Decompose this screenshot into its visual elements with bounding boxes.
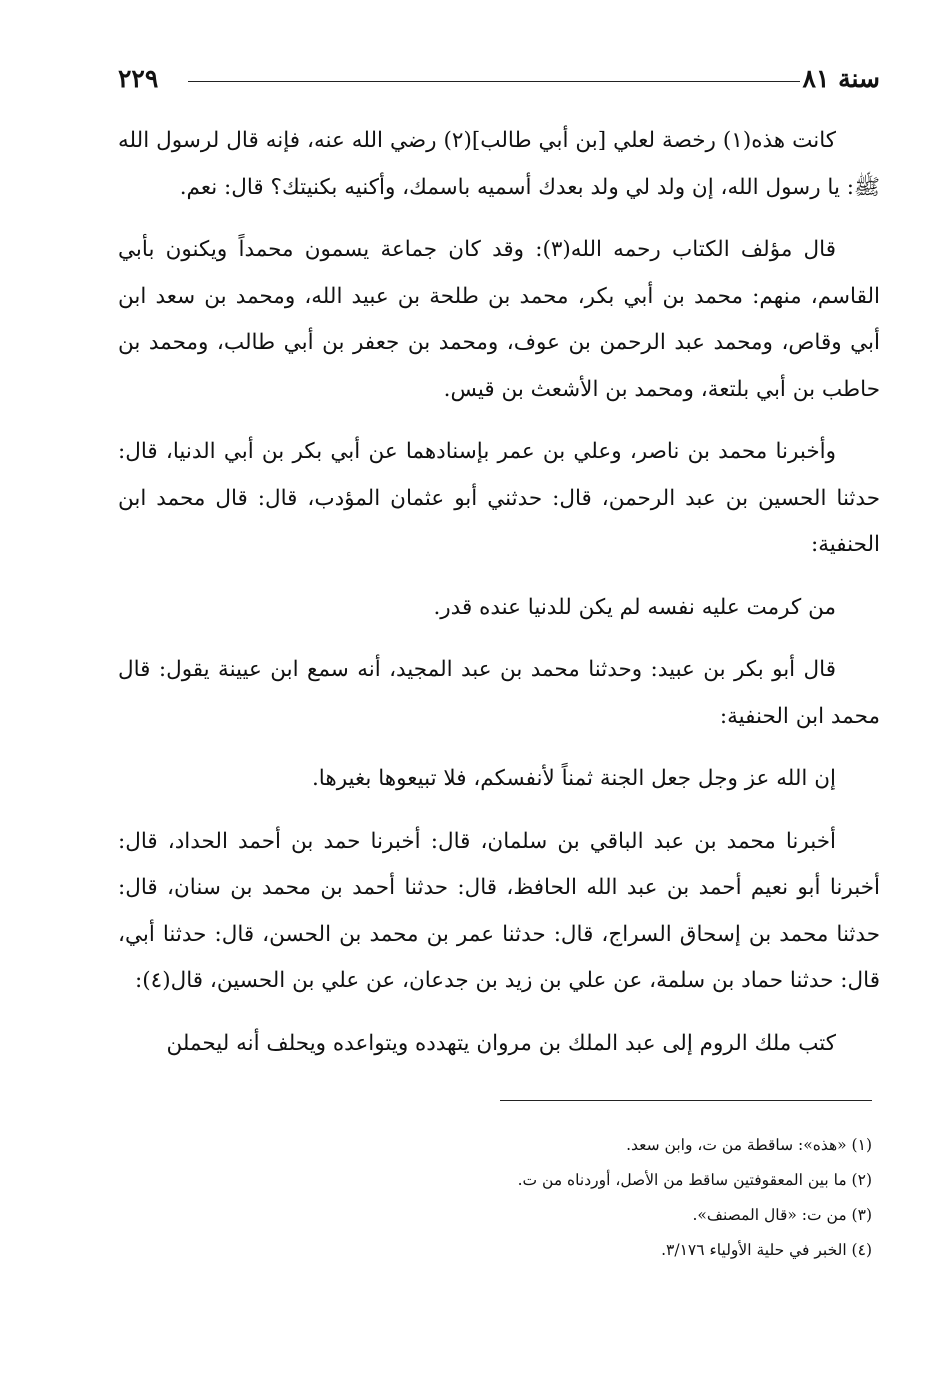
running-title: سنة ٨١ [802,64,880,93]
footnote-2: (٢) ما بين المعقوفتين ساقط من الأصل، أوردناه من ت. [517,1171,872,1189]
paragraph-2: قال مؤلف الكتاب رحمه الله(٣): وقد كان جماعة يسمون محمداً ويكنون بأبي القاسم، منهم: محمد بن أبي بكر، محمد بن طلحة بن عبيد الله، ومحمد بن سعد ابن أبي وقاص، ومحمد عبد الرحمن بن عوف، ومحمد بن جعفر بن أبي طالب، ومحمد بن حاطب بن أبي بلتعة، ومحمد بن الأشعث بن قيس. [118,237,880,402]
main-text [118,118,880,1083]
header-rule [188,81,800,82]
footnote-4: (٤) الخبر في حلية الأولياء ٣/١٧٦. [661,1241,872,1259]
paragraph-5: أخبرنا محمد بن عبد الباقي بن سلمان، قال: أخبرنا حمد بن أحمد الحداد، قال: أخبرنا أبو نعيم أحمد بن عبد الله الحافظ، قال: حدثنا أحمد بن محمد بن سنان، قال: حدثنا محمد بن إسحاق السراج، قال: حدثنا عمر بن محمد بن الحسن، قال: حدثنا أبي، قال: حدثنا حماد بن سلمة، عن علي بن زيد بن جدعان، عن علي بن الحسين، قال(٤): [118,828,880,993]
footnote-1: (١) «هذه»: ساقطة من ت، وابن سعد. [626,1136,872,1154]
footnote-3: (٣) من ت: «قال المصنف». [692,1206,872,1224]
paragraph-6: كتب ملك الروم إلى عبد الملك بن مروان يتهدده ويتواعده ويحلف أنه ليحملن [166,1030,836,1056]
quote-paragraph-1: من كرمت عليه نفسه لم يكن للدنيا عنده قدر. [433,594,836,620]
page-number: ٢٢٩ [118,64,159,93]
footnote-rule [500,1100,872,1101]
paragraph-4: قال أبو بكر بن عبيد: وحدثنا محمد بن عبد المجيد، أنه سمع ابن عيينة يقول: قال محمد ابن الحنفية: [118,657,880,729]
paragraph-1: كانت هذه(١) رخصة لعلي [بن أبي طالب](٢) رضي الله عنه، فإنه قال لرسول الله ﷺ: يا رسول الله، إن ولد لي ولد بعدك أسميه باسمك، وأكنيه بكنيتك؟ قال: نعم. [118,128,880,200]
footnotes [118,1128,880,1268]
paragraph-3: وأخبرنا محمد بن ناصر، وعلي بن عمر بإسنادهما عن أبي بكر بن أبي الدنيا، قال: حدثنا الحسين بن عبد الرحمن، قال: حدثني أبو عثمان المؤدب، قال: قال محمد ابن الحنفية: [118,439,880,557]
quote-paragraph-2: إن الله عز وجل جعل الجنة ثمناً لأنفسكم، فلا تبيعوها بغيرها. [311,766,836,791]
page-header [118,62,880,102]
